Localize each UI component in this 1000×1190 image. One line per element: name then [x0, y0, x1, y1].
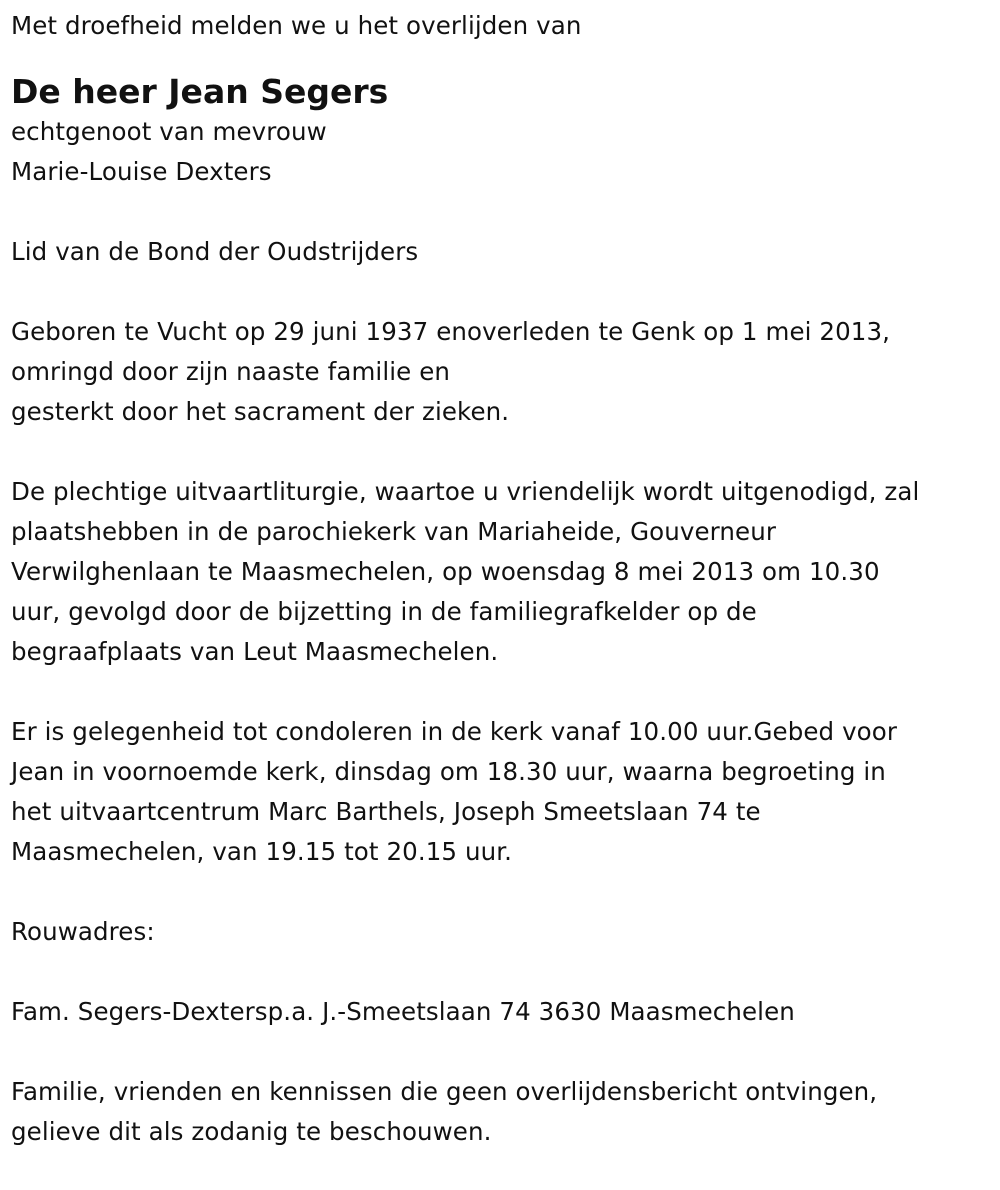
mourning-address: Fam. Segers-Dextersp.a. J.-Smeetslaan 74 3630 Maasmechelen — [11, 997, 795, 1026]
funeral-line: plaatshebben in de parochiekerk van Mariaheide, Gouverneur — [11, 517, 776, 546]
address-label: Rouwadres: — [11, 917, 155, 946]
birth-death-line: omringd door zijn naaste familie en — [11, 357, 451, 386]
funeral-line: begraafplaats van Leut Maasmechelen. — [11, 637, 499, 666]
funeral-line: De plechtige uitvaartliturgie, waartoe u vriendelijk wordt uitgenodigd, zal — [11, 477, 920, 506]
funeral-section — [11, 472, 996, 672]
condolences-line: Er is gelegenheid tot condoleren in de kerk vanaf 10.00 uur.Gebed voor — [11, 717, 898, 746]
condolences-line: Jean in voornoemde kerk, dinsdag om 18.30 uur, waarna begroeting in — [11, 757, 886, 786]
spouse-line: Marie-Louise Dexters — [11, 157, 272, 186]
obituary-notice — [11, 6, 996, 1152]
closing-section — [11, 1072, 996, 1152]
closing-line: gelieve dit als zodanig te beschouwen. — [11, 1117, 492, 1146]
condolences-section — [11, 712, 996, 872]
funeral-line: Verwilghenlaan te Maasmechelen, op woensdag 8 mei 2013 om 10.30 — [11, 557, 880, 586]
condolences-line: het uitvaartcentrum Marc Barthels, Joseph Smeetslaan 74 te — [11, 797, 761, 826]
deceased-name: De heer Jean Segers — [11, 72, 389, 111]
spouse-line: echtgenoot van mevrouw — [11, 117, 327, 146]
closing-line: Familie, vrienden en kennissen die geen overlijdensbericht ontvingen, — [11, 1077, 878, 1106]
intro-text: Met droefheid melden we u het overlijden van — [11, 11, 582, 40]
condolences-line: Maasmechelen, van 19.15 tot 20.15 uur. — [11, 837, 513, 866]
birth-death-section — [11, 312, 996, 432]
membership-text: Lid van de Bond der Oudstrijders — [11, 237, 419, 266]
birth-death-line: gesterkt door het sacrament der zieken. — [11, 397, 510, 426]
funeral-line: uur, gevolgd door de bijzetting in de familiegrafkelder op de — [11, 597, 757, 626]
birth-death-line: Geboren te Vucht op 29 juni 1937 enoverleden te Genk op 1 mei 2013, — [11, 317, 891, 346]
spouse-section — [11, 112, 996, 192]
